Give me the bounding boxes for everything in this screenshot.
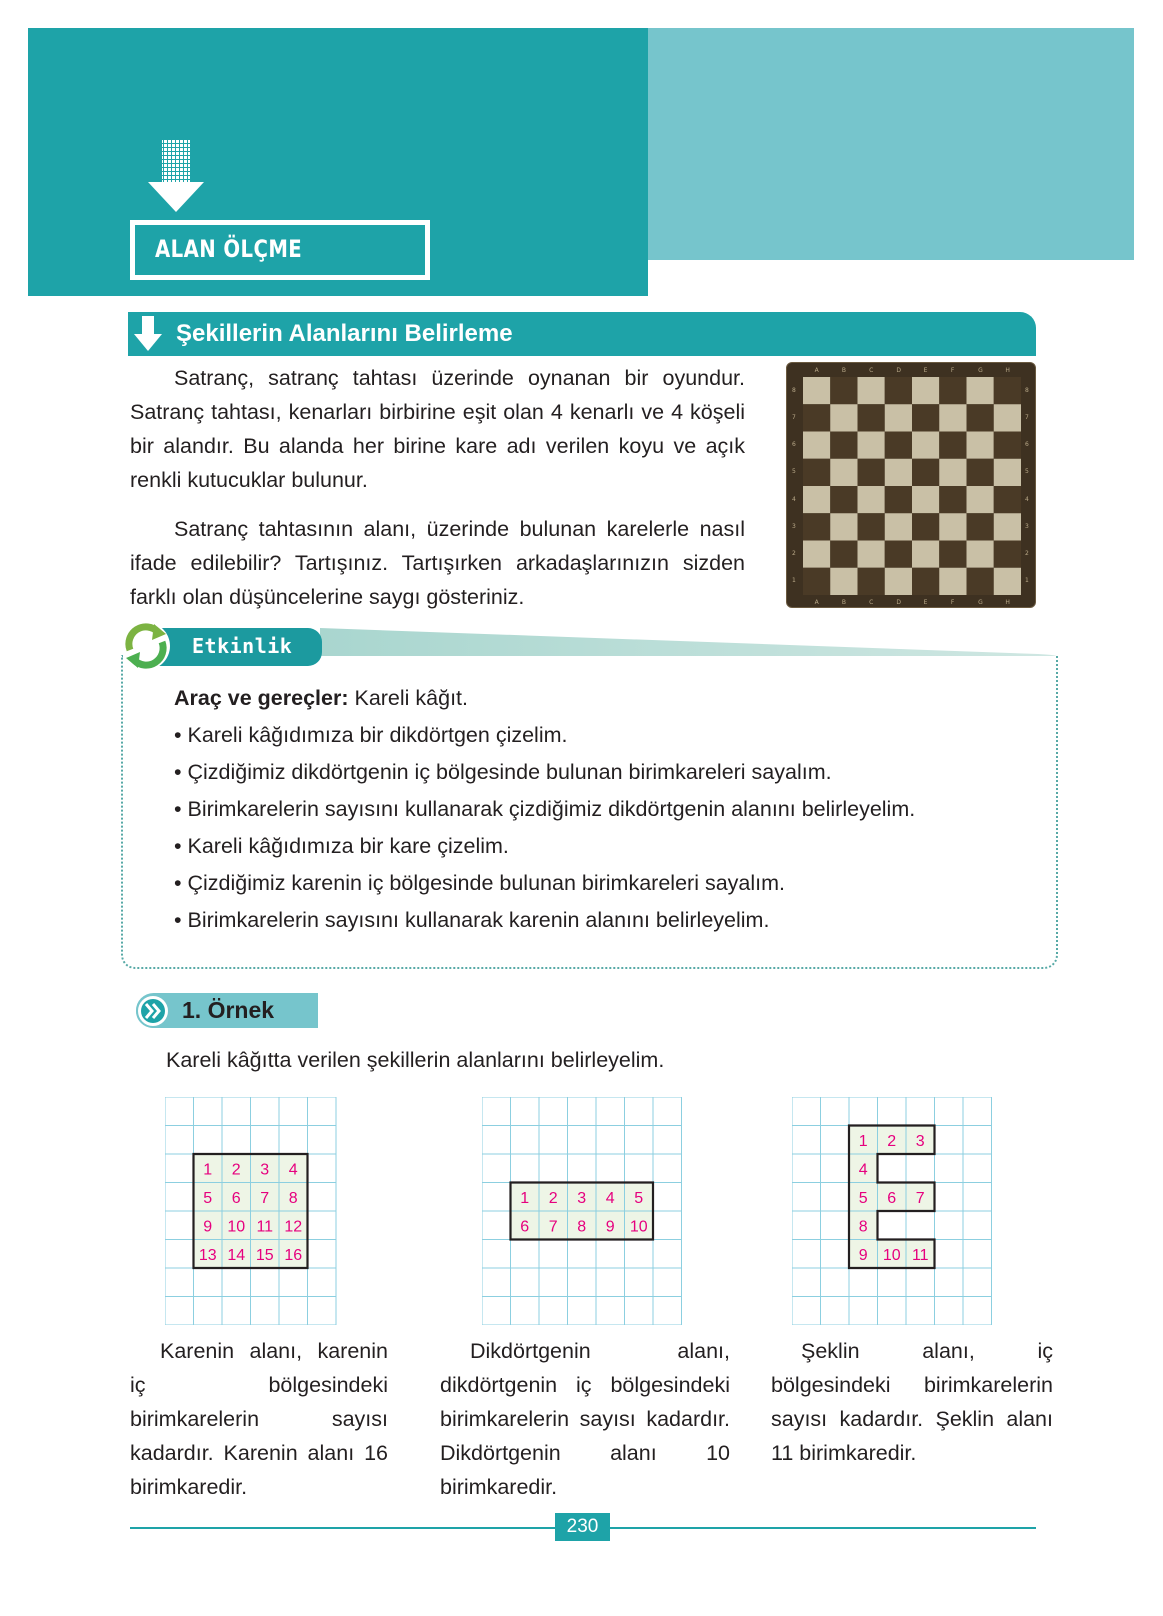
unit-square-number: 5: [634, 1189, 644, 1207]
unit-square-number: 14: [227, 1246, 246, 1264]
chess-square: [858, 459, 885, 486]
chess-square: [912, 513, 939, 540]
example-label: 1. Örnek: [182, 997, 275, 1023]
unit-square-number: 8: [858, 1218, 868, 1236]
chess-file-label: C: [869, 367, 874, 374]
activity-materials: Araç ve gereçler: Kareli kâğıt.: [174, 686, 468, 710]
chess-rank-label: 7: [1025, 413, 1029, 421]
activity-tab: [150, 628, 322, 666]
page-number: 230: [555, 1513, 610, 1541]
chess-square: [858, 541, 885, 568]
chess-square: [939, 432, 966, 459]
unit-square-number: 5: [858, 1189, 868, 1207]
unit-square-number: 10: [227, 1218, 246, 1236]
chess-file-label: B: [841, 599, 846, 606]
chess-square: [803, 377, 830, 404]
chess-square: [830, 404, 857, 431]
chess-square: [885, 541, 912, 568]
chess-square: [803, 432, 830, 459]
chess-square: [885, 377, 912, 404]
chess-square: [858, 404, 885, 431]
chess-rank-label: 6: [792, 441, 796, 449]
chess-file-label: E: [923, 599, 928, 606]
chess-rank-label: 1: [792, 577, 796, 585]
chess-rank-label: 3: [792, 522, 796, 530]
activity-step-2: • Çizdiğimiz dikdörtgenin iç bölgesinde bulunan birimkareleri sayalım.: [174, 760, 832, 784]
rectangle-grid-figure: [482, 1097, 684, 1325]
chess-square: [858, 432, 885, 459]
chess-square: [994, 513, 1021, 540]
chess-square: [967, 459, 994, 486]
header-banner-accent: [648, 28, 1134, 260]
chess-square: [912, 432, 939, 459]
chess-square: [803, 486, 830, 513]
unit-square-number: 2: [548, 1189, 558, 1207]
activity-step-5: • Çizdiğimiz karenin iç bölgesinde bulunan birimkareleri sayalım.: [174, 871, 785, 895]
chess-rank-label: 8: [792, 386, 796, 394]
chess-square: [830, 568, 857, 595]
chess-file-label: F: [950, 367, 955, 374]
chess-square: [912, 541, 939, 568]
chess-square: [939, 404, 966, 431]
chess-square: [967, 541, 994, 568]
chess-file-label: G: [978, 367, 983, 374]
intro-paragraph-1: Satranç, satranç tahtası üzerinde oynanan bir oyundur. Satranç tahtası, kenarları birbirine eşit olan 4 kenarlı ve 4 köşeli bir alandır. Bu alanda her birine kare adı verilen koyu ve açık renkli kutucuklar bulunur.: [130, 366, 745, 492]
chess-square: [858, 377, 885, 404]
unit-square-number: 3: [577, 1189, 587, 1207]
unit-square-number: 11: [256, 1218, 274, 1236]
chess-square: [885, 432, 912, 459]
unit-square-number: 4: [605, 1189, 615, 1207]
chess-file-label: F: [950, 599, 955, 606]
chessboard-grid: [803, 377, 1021, 595]
chess-square: [803, 568, 830, 595]
chess-square: [830, 541, 857, 568]
chess-square: [912, 459, 939, 486]
activity-label: Etkinlik: [192, 634, 293, 658]
chess-file-label: H: [1005, 367, 1010, 374]
chess-square: [939, 486, 966, 513]
caption-rectangle: Dikdörtgenin alanı, dikdörtgenin iç bölgesindeki birimkarelerin sayısı kadardır. Dikdörtgenin alanı 10 birimkaredir.: [440, 1339, 730, 1499]
chess-square: [967, 404, 994, 431]
chess-square: [885, 404, 912, 431]
unit-square-number: 6: [887, 1189, 897, 1207]
unit-square-number: 16: [284, 1246, 303, 1264]
chapter-title: ALAN ÖLÇME: [155, 235, 303, 263]
chess-square: [912, 377, 939, 404]
unit-square-number: 10: [882, 1246, 901, 1264]
activity-header-strip: [320, 628, 1056, 656]
chess-square: [912, 404, 939, 431]
unit-square-number: 7: [548, 1218, 558, 1236]
chess-square: [885, 486, 912, 513]
chess-square: [967, 377, 994, 404]
chess-square: [803, 459, 830, 486]
chess-square: [939, 513, 966, 540]
chess-square: [830, 432, 857, 459]
chess-rank-label: 4: [792, 495, 796, 503]
chess-rank-label: 6: [1025, 441, 1029, 449]
chess-rank-label: 1: [1025, 577, 1029, 585]
chapter-title-box: [130, 220, 430, 280]
unit-square-number: 5: [203, 1189, 213, 1207]
chess-rank-label: 5: [792, 468, 796, 476]
unit-square-number: 6: [231, 1189, 241, 1207]
unit-square-number: 7: [260, 1189, 270, 1207]
unit-square-number: 2: [887, 1132, 897, 1150]
unit-square-number: 12: [284, 1218, 303, 1236]
chessboard-image: [786, 362, 1036, 608]
chess-square: [967, 432, 994, 459]
chess-file-label: A: [814, 367, 819, 374]
chess-square: [939, 377, 966, 404]
double-chevron-icon: [136, 994, 170, 1028]
chess-square: [912, 568, 939, 595]
chess-square: [994, 432, 1021, 459]
chess-square: [803, 541, 830, 568]
chess-square: [994, 377, 1021, 404]
activity-step-3: • Birimkarelerin sayısını kullanarak çizdiğimiz dikdörtgenin alanını belirleyelim.: [174, 797, 916, 821]
chess-square: [994, 568, 1021, 595]
chess-square: [939, 459, 966, 486]
unit-square-number: 7: [915, 1189, 925, 1207]
chess-square: [830, 513, 857, 540]
square-grid-figure: [165, 1097, 339, 1325]
unit-square-number: 1: [858, 1132, 868, 1150]
chess-square: [885, 513, 912, 540]
intro-paragraph-2: Satranç tahtasının alanı, üzerinde bulunan karelerle nasıl ifade edilebilir? Tartışınız. Tartışırken arkadaşlarınızın sizden farklı olan düşüncelerine saygı gösteriniz.: [130, 517, 745, 609]
section-title: Şekillerin Alanlarını Belirleme: [176, 320, 513, 347]
chess-file-label: H: [1005, 599, 1010, 606]
chess-square: [967, 486, 994, 513]
example-intro: Kareli kâğıtta verilen şekillerin alanlarını belirleyelim.: [166, 1048, 665, 1072]
unit-square-number: 8: [288, 1189, 298, 1207]
unit-square-number: 9: [203, 1218, 213, 1236]
caption-square: Karenin alanı, karenin iç bölgesindeki birimkarelerin sayısı kadardır. Karenin alanı 16 birimkaredir.: [130, 1339, 388, 1499]
unit-square-number: 4: [858, 1161, 868, 1179]
unit-square-number: 11: [911, 1246, 929, 1264]
chess-square: [885, 459, 912, 486]
chess-square: [858, 568, 885, 595]
chess-rank-label: 2: [1025, 550, 1029, 558]
chess-square: [994, 486, 1021, 513]
chess-file-label: G: [978, 599, 983, 606]
chess-file-label: E: [923, 367, 928, 374]
unit-square-number: 6: [520, 1218, 530, 1236]
chess-square: [967, 513, 994, 540]
chess-square: [994, 459, 1021, 486]
chess-square: [830, 486, 857, 513]
unit-square-number: 9: [605, 1218, 615, 1236]
unit-square-number: 1: [203, 1161, 213, 1179]
unit-square-number: 3: [260, 1161, 270, 1179]
unit-square-number: 4: [288, 1161, 298, 1179]
recycle-arrows-icon: [120, 620, 172, 672]
chess-square: [994, 541, 1021, 568]
unit-square-number: 8: [577, 1218, 587, 1236]
unit-square-number: 15: [255, 1246, 274, 1264]
chess-square: [803, 513, 830, 540]
e-shape-grid-figure: [792, 1097, 994, 1325]
chess-rank-label: 4: [1025, 495, 1029, 503]
unit-square-number: 9: [858, 1246, 868, 1264]
chess-file-label: D: [896, 599, 901, 606]
section-header: [128, 312, 1036, 356]
unit-square-number: 2: [231, 1161, 241, 1179]
caption-shape: Şeklin alanı, iç bölgesindeki birimkarelerin sayısı kadardır. Şeklin alanı 11 birimkaredir.: [771, 1339, 1053, 1465]
chess-square: [830, 377, 857, 404]
chess-square: [858, 513, 885, 540]
chess-square: [885, 568, 912, 595]
unit-square-number: 10: [629, 1218, 648, 1236]
chess-rank-label: 3: [1025, 522, 1029, 530]
chess-square: [803, 404, 830, 431]
chess-rank-label: 7: [792, 413, 796, 421]
activity-step-6: • Birimkarelerin sayısını kullanarak karenin alanını belirleyelim.: [174, 908, 770, 932]
activity-step-4: • Kareli kâğıdımıza bir kare çizelim.: [174, 834, 509, 858]
down-arrow-icon: [148, 140, 204, 214]
chess-square: [830, 459, 857, 486]
down-arrow-icon: [134, 316, 162, 352]
chess-square: [994, 404, 1021, 431]
unit-square-number: 1: [520, 1189, 530, 1207]
chess-square: [912, 486, 939, 513]
chess-rank-label: 5: [1025, 468, 1029, 476]
chess-rank-label: 8: [1025, 386, 1029, 394]
chess-file-label: A: [814, 599, 819, 606]
chess-square: [939, 568, 966, 595]
unit-square-number: 3: [915, 1132, 925, 1150]
chess-rank-label: 2: [792, 550, 796, 558]
activity-step-1: • Kareli kâğıdımıza bir dikdörtgen çizelim.: [174, 723, 568, 747]
chess-file-label: D: [896, 367, 901, 374]
chess-file-label: B: [841, 367, 846, 374]
unit-square-number: 13: [198, 1246, 217, 1264]
chess-file-label: C: [869, 599, 874, 606]
chess-square: [858, 486, 885, 513]
chess-square: [967, 568, 994, 595]
chess-square: [939, 541, 966, 568]
